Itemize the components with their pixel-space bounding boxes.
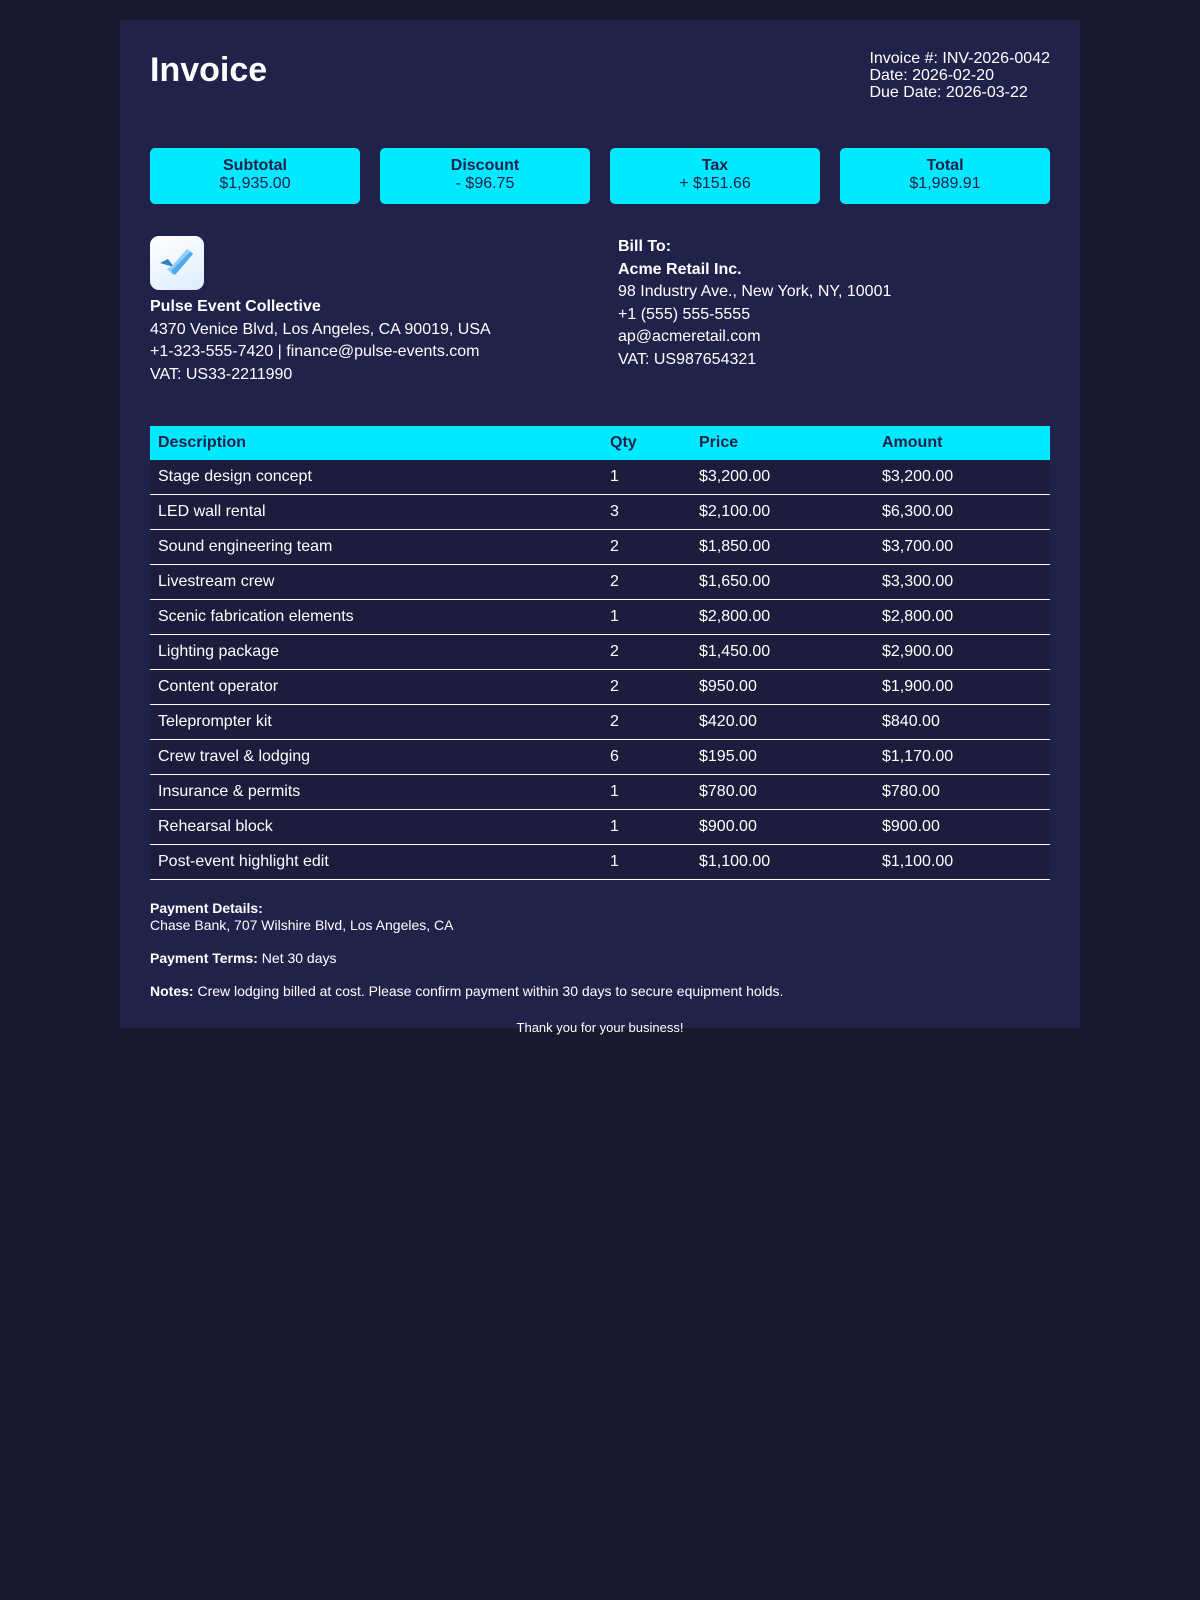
payment-details-label: Payment Details: [150,900,263,916]
tax-value: + $151.66 [679,175,751,192]
column-header-amount: Amount [882,434,943,451]
discount-card [380,148,590,204]
parties-section [150,236,1050,412]
summary-cards [150,148,1050,204]
notes [150,983,1050,1000]
cell-price: $2,800.00 [691,600,874,635]
seller-address: 4370 Venice Blvd, Los Angeles, CA 90019, USA [150,320,491,338]
invoice-number: Invoice #: INV-2026-0042 [869,50,1050,67]
cell-qty: 2 [602,670,691,705]
cell-price: $900.00 [691,810,874,845]
cell-description: Sound engineering team [150,530,602,565]
cell-qty: 1 [602,775,691,810]
page-title: Invoice [150,51,268,89]
column-header-price: Price [699,434,739,451]
cell-amount: $1,900.00 [874,670,1050,705]
cell-price: $1,850.00 [691,530,874,565]
client-email: ap@acmeretail.com [618,328,761,345]
table-row [150,775,1050,810]
table-row [150,810,1050,845]
invoice-due-date: Due Date: 2026-03-22 [869,84,1028,101]
cell-description: Teleprompter kit [150,705,602,740]
cell-amount: $780.00 [874,775,1050,810]
cell-qty: 2 [602,530,691,565]
client-address: 98 Industry Ave., New York, NY, 10001 [618,283,892,300]
cell-price: $1,450.00 [691,635,874,670]
cell-description: Content operator [150,670,602,705]
cell-amount: $3,200.00 [874,460,1050,495]
notes-value: Crew lodging billed at cost. Please confirm payment within 30 days to secure equipment holds. [197,983,784,999]
payment-terms-label: Payment Terms: [150,950,258,966]
seller-info [150,236,600,386]
table-row [150,705,1050,740]
cell-description: Rehearsal block [150,810,602,845]
seller-contact: +1-323-555-7420 | finance@pulse-events.com [150,343,480,360]
invoice-footer [150,900,1050,1036]
cell-price: $950.00 [691,670,874,705]
discount-label: Discount [450,157,520,174]
cell-amount: $900.00 [874,810,1050,845]
cell-price: $780.00 [691,775,874,810]
discount-value: - $96.75 [455,175,515,192]
cell-price: $3,200.00 [691,460,874,495]
checkmark-logo-icon [150,236,204,290]
cell-amount: $1,170.00 [874,740,1050,775]
table-row [150,530,1050,565]
cell-description: Scenic fabrication elements [150,600,602,635]
cell-price: $1,650.00 [691,565,874,600]
cell-amount: $3,300.00 [874,565,1050,600]
cell-amount: $1,100.00 [874,845,1050,880]
notes-label: Notes: [150,983,194,999]
seller-name: Pulse Event Collective [150,298,321,315]
cell-amount: $840.00 [874,705,1050,740]
thank-you-message: Thank you for your business! [516,1020,684,1035]
subtotal-value: $1,935.00 [219,175,291,192]
cell-qty: 1 [602,460,691,495]
cell-qty: 3 [602,495,691,530]
cell-amount: $3,700.00 [874,530,1050,565]
total-card [840,148,1050,204]
total-label: Total [926,157,964,174]
table-row [150,495,1050,530]
table-row [150,460,1050,495]
invoice-date: Date: 2026-02-20 [869,67,994,84]
table-row [150,635,1050,670]
cell-qty: 2 [602,705,691,740]
table-row [150,670,1050,705]
cell-description: Insurance & permits [150,775,602,810]
cell-price: $1,100.00 [691,845,874,880]
cell-amount: $2,900.00 [874,635,1050,670]
cell-amount: $6,300.00 [874,495,1050,530]
cell-description: Post-event highlight edit [150,845,602,880]
cell-qty: 2 [602,635,691,670]
cell-description: Stage design concept [150,460,602,495]
payment-terms-value: Net 30 days [261,950,337,966]
cell-price: $2,100.00 [691,495,874,530]
client-phone: +1 (555) 555-5555 [618,305,751,323]
invoice-header [150,50,1050,132]
payment-details [150,900,1050,934]
payment-details-value: Chase Bank, 707 Wilshire Blvd, Los Angeles, CA [150,917,454,933]
column-header-description: Description [158,434,247,451]
bill-to-heading: Bill To: [618,238,672,255]
cell-description: Livestream crew [150,565,602,600]
table-row [150,845,1050,880]
tax-label: Tax [701,157,729,174]
cell-description: Crew travel & lodging [150,740,602,775]
client-name: Acme Retail Inc. [618,260,742,278]
seller-vat: VAT: US33-2211990 [150,365,293,383]
subtotal-label: Subtotal [223,157,287,174]
cell-qty: 1 [602,810,691,845]
tax-card [610,148,820,204]
cell-qty: 1 [602,845,691,880]
table-row [150,600,1050,635]
invoice-meta [869,50,1050,101]
cell-description: LED wall rental [150,495,602,530]
cell-price: $420.00 [691,705,874,740]
line-items-table [150,426,1050,880]
total-value: $1,989.91 [909,175,981,192]
invoice-page [120,20,1080,1035]
cell-price: $195.00 [691,740,874,775]
table-header-row [150,426,1050,460]
cell-amount: $2,800.00 [874,600,1050,635]
cell-qty: 1 [602,600,691,635]
subtotal-card [150,148,360,204]
bill-to-info [618,236,891,371]
cell-qty: 2 [602,565,691,600]
cell-description: Lighting package [150,635,602,670]
client-vat: VAT: US987654321 [618,350,757,368]
cell-qty: 6 [602,740,691,775]
table-row [150,565,1050,600]
table-row [150,740,1050,775]
column-header-qty: Qty [610,434,637,451]
payment-terms [150,950,1050,967]
